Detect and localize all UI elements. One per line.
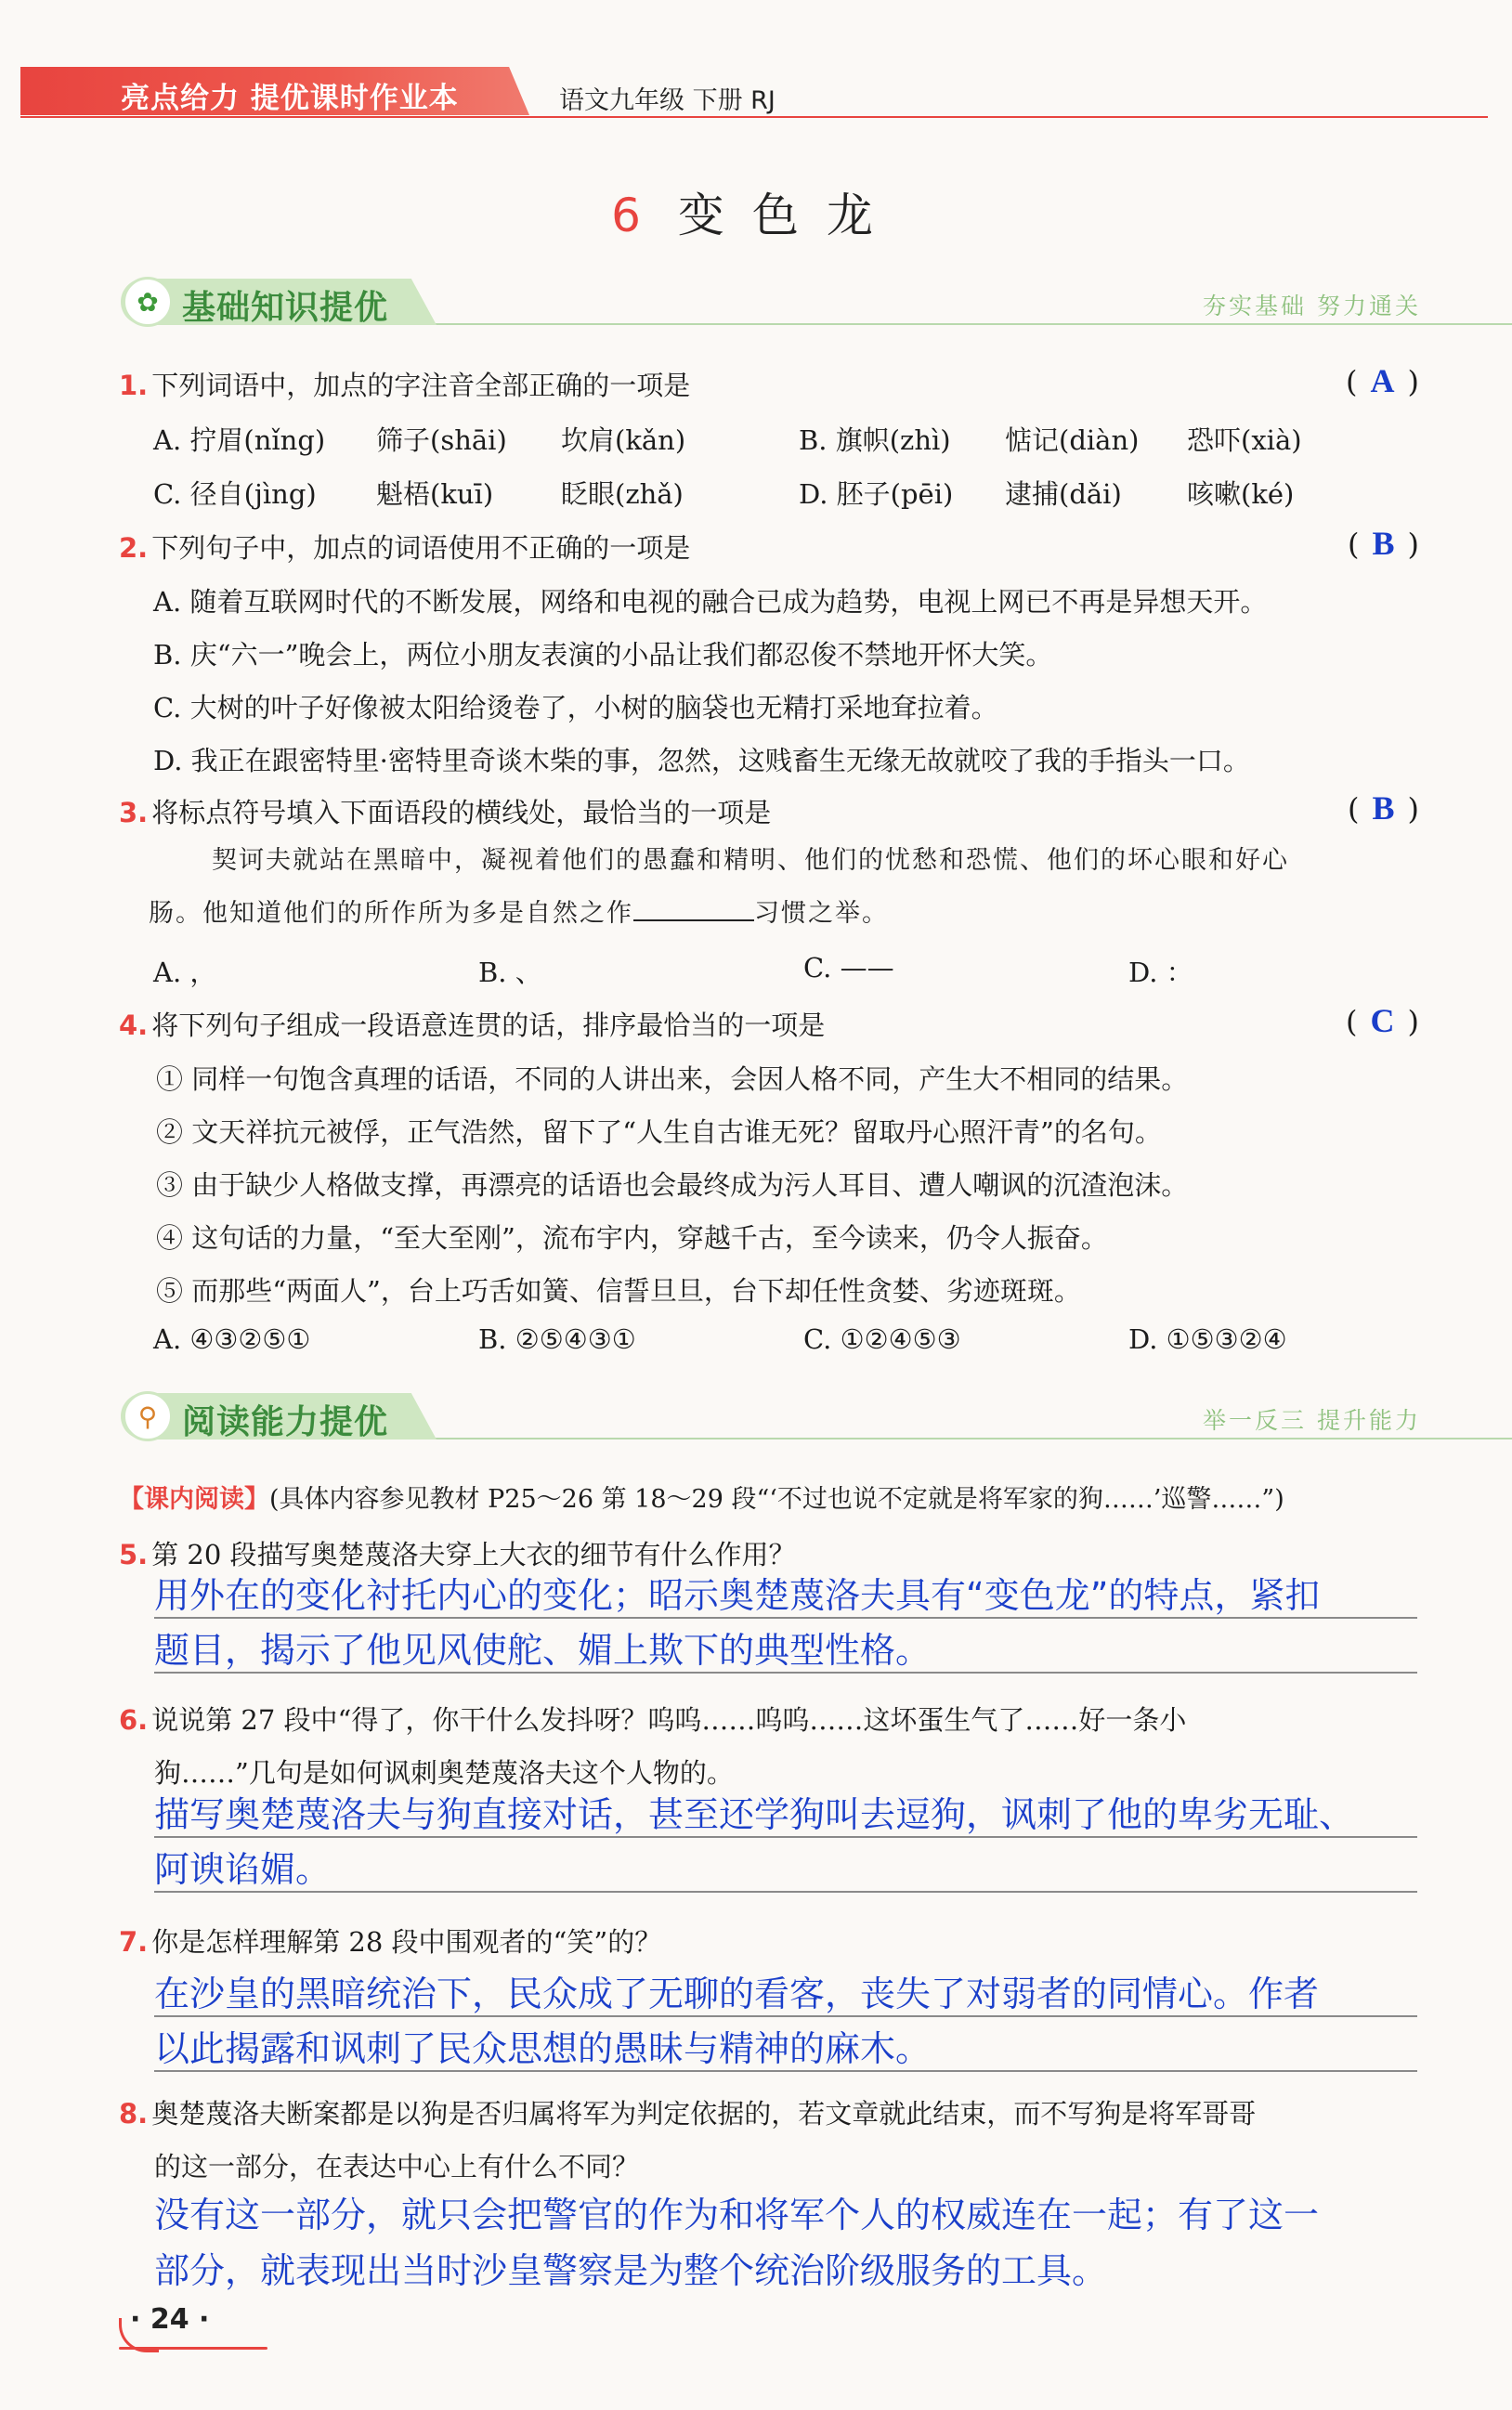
q4-option-d: D. ①⑤③②④ (1128, 1323, 1287, 1355)
q5-answer-line-2: 题目，揭示了他见风使舵、媚上欺下的典型性格。 (154, 1630, 932, 1671)
section-rule (418, 1438, 1512, 1439)
question-8-stem-1: 8. 奥楚蔑洛夫断案都是以狗是否归属将军为判定依据的，若文章就此结束，而不写狗是将军哥哥 (119, 2098, 1257, 2130)
q3-option-b: B. 、 (478, 957, 542, 988)
q4-sentence-3: ③ 由于缺少人格做支撑，再漂亮的话语也会最终成为污人耳目、遭人嘲讽的沉渣泡沫。 (156, 1169, 1189, 1201)
answer-rule (154, 1836, 1417, 1838)
question-2-answer: ( B ) (1348, 525, 1419, 562)
question-1-answer: ( A ) (1346, 362, 1419, 399)
lesson-title (0, 178, 1512, 245)
q7-answer-line-1: 在沙皇的黑暗统治下，民众成了无聊的看客，丧失了对弱者的同情心。作者 (154, 1974, 1320, 2014)
q3-passage: 契诃夫就站在黑暗中，凝视着他们的愚蠢和精明、他们的忧愁和恐慌、他们的坏心眼和好心 肠。他知道他们的所作所为多是自然之作 习惯之举。 (149, 846, 1289, 928)
question-5-stem: 5. 第 20 段描写奥楚蔑洛夫穿上大衣的细节有什么作用？ (119, 1539, 796, 1570)
q7-answer-line-2: 以此揭露和讽刺了民众思想的愚昧与精神的麻木。 (154, 2028, 932, 2069)
q1-option-a-3: 坎肩(kǎn) (561, 424, 686, 456)
q5-answer-line-1: 用外在的变化衬托内心的变化；昭示奥楚蔑洛夫具有“变色龙”的特点，紧扣 (154, 1575, 1321, 1616)
q1-option-b-1: B. 旗帜(zhì) (799, 424, 951, 456)
question-8-stem-2: 的这一部分，在表达中心上有什么不同？ (154, 2151, 640, 2182)
q1-option-d-3: 咳嗽(ké) (1187, 478, 1295, 510)
q2-option-b: B. 庆“六一”晚会上，两位小朋友表演的小品让我们都忍俊不禁地开怀大笑。 (153, 639, 1053, 671)
sprout-icon: ✿ (123, 277, 173, 327)
q6-answer-line-1: 描写奥楚蔑洛夫与狗直接对话，甚至还学狗叫去逗狗，讽刺了他的卑劣无耻、 (154, 1794, 1355, 1835)
q8-answer-line-2: 部分，就表现出当时沙皇警察是为整个统治阶级服务的工具。 (154, 2250, 1108, 2291)
q2-option-d: D. 我正在跟密特里·密特里奇谈木柴的事，忽然，这贱畜生无缘无故就咬了我的手指头一口。 (153, 745, 1250, 776)
q2-option-a: A. 随着互联网时代的不断发展，网络和电视的融合已成为趋势，电视上网已不再是异想天开。 (153, 586, 1268, 618)
section-reading (121, 1393, 1421, 1443)
q4-option-c: C. ①②④⑤③ (803, 1323, 961, 1355)
q8-answer-line-1: 没有这一部分，就只会把警官的作为和将军个人的权威连在一起；有了这一 (154, 2195, 1320, 2235)
question-4-answer: ( C ) (1346, 1002, 1419, 1039)
question-2-stem: 2. 下列句子中，加点的词语使用不正确的一项是 (119, 532, 691, 564)
q4-option-b: B. ②⑤④③① (478, 1323, 636, 1355)
q2-option-c: C. 大树的叶子好像被太阳给烫卷了，小树的脑袋也无精打采地耷拉着。 (153, 692, 998, 723)
q3-blank (633, 893, 754, 921)
question-6-stem-2: 狗……”几句是如何讽刺奥楚蔑洛夫这个人物的。 (154, 1757, 734, 1789)
question-1-stem: 1. 下列词语中，加点的字注音全部正确的一项是 (119, 370, 691, 401)
reading-tag: 【课内阅读】 (119, 1485, 269, 1514)
q4-sentence-5: ⑤ 而那些“两面人”，台上巧舌如簧、信誓旦旦，台下却任性贪婪、劣迹斑斑。 (156, 1275, 1081, 1307)
q3-option-c: C. —— (803, 952, 894, 984)
q4-sentence-2: ② 文天祥抗元被俘，正气浩然，留下了“人生自古谁无死？留取丹心照汗青”的名句。 (156, 1116, 1162, 1148)
q4-sentence-4: ④ 这句话的力量，“至大至刚”，流布宇内，穿越千古，至今读来，仍令人振奋。 (156, 1222, 1108, 1254)
header-title: 亮点给力 提优课时作业本 (121, 82, 459, 115)
section-basic-knowledge (121, 279, 1421, 329)
answer-rule (154, 1891, 1417, 1893)
lesson-name: 变色龙 (677, 189, 901, 242)
lesson-number: 6 (611, 189, 669, 242)
answer-rule (154, 2015, 1417, 2017)
header-subtitle: 语文九年级 下册 RJ (559, 86, 776, 115)
section-motto: 举一反三 提升能力 (1203, 1407, 1421, 1434)
q4-option-a: A. ④③②⑤① (153, 1323, 311, 1355)
q1-option-a-1: A. 拧眉(nǐng) (153, 424, 326, 456)
q1-option-c-1: C. 径自(jìng) (153, 478, 317, 510)
header-rule (20, 116, 1488, 118)
section-label: 阅读能力提优 (182, 1403, 389, 1441)
q3-option-a: A. ， (153, 957, 217, 988)
q6-answer-line-2: 阿谀谄媚。 (154, 1849, 332, 1890)
question-4-stem: 4. 将下列句子组成一段语意连贯的话，排序最恰当的一项是 (119, 1010, 826, 1041)
q1-option-c-3: 眨眼(zhǎ) (561, 478, 684, 510)
question-7-stem: 7. 你是怎样理解第 28 段中围观者的“笑”的？ (119, 1926, 662, 1958)
page-number: · 24 · (130, 2303, 210, 2336)
answer-rule (154, 1672, 1417, 1674)
q3-option-d: D. ： (1128, 957, 1193, 988)
q1-option-b-3: 恐吓(xià) (1187, 424, 1302, 456)
reading-note: 【课内阅读】(具体内容参见教材 P25～26 第 18～29 段“‘不过也说不定就是将军家的狗……’巡警……”) (119, 1485, 1284, 1514)
answer-rule (154, 1617, 1417, 1619)
section-rule (418, 323, 1512, 325)
question-3-stem: 3. 将标点符号填入下面语段的横线处，最恰当的一项是 (119, 797, 772, 828)
q1-option-c-2: 魁梧(kuī) (376, 478, 494, 510)
section-label: 基础知识提优 (182, 289, 389, 327)
q1-option-d-1: D. 胚子(pēi) (799, 478, 954, 510)
footer-rule (119, 2347, 267, 2350)
q1-option-b-2: 惦记(diàn) (1005, 424, 1140, 456)
q4-sentence-1: ① 同样一句饱含真理的话语，不同的人讲出来，会因人格不同，产生大不相同的结果。 (156, 1063, 1189, 1095)
q1-option-a-2: 筛子(shāi) (376, 424, 507, 456)
q1-option-d-2: 逮捕(dǎi) (1005, 478, 1122, 510)
answer-rule (154, 2070, 1417, 2072)
section-motto: 夯实基础 努力通关 (1203, 293, 1421, 319)
question-3-answer: ( B ) (1348, 789, 1419, 827)
magnifier-icon: ⚲ (123, 1391, 173, 1441)
question-6-stem-1: 6. 说说第 27 段中“得了，你干什么发抖呀？呜呜……呜呜……这坏蛋生气了……好一条小 (119, 1704, 1187, 1736)
